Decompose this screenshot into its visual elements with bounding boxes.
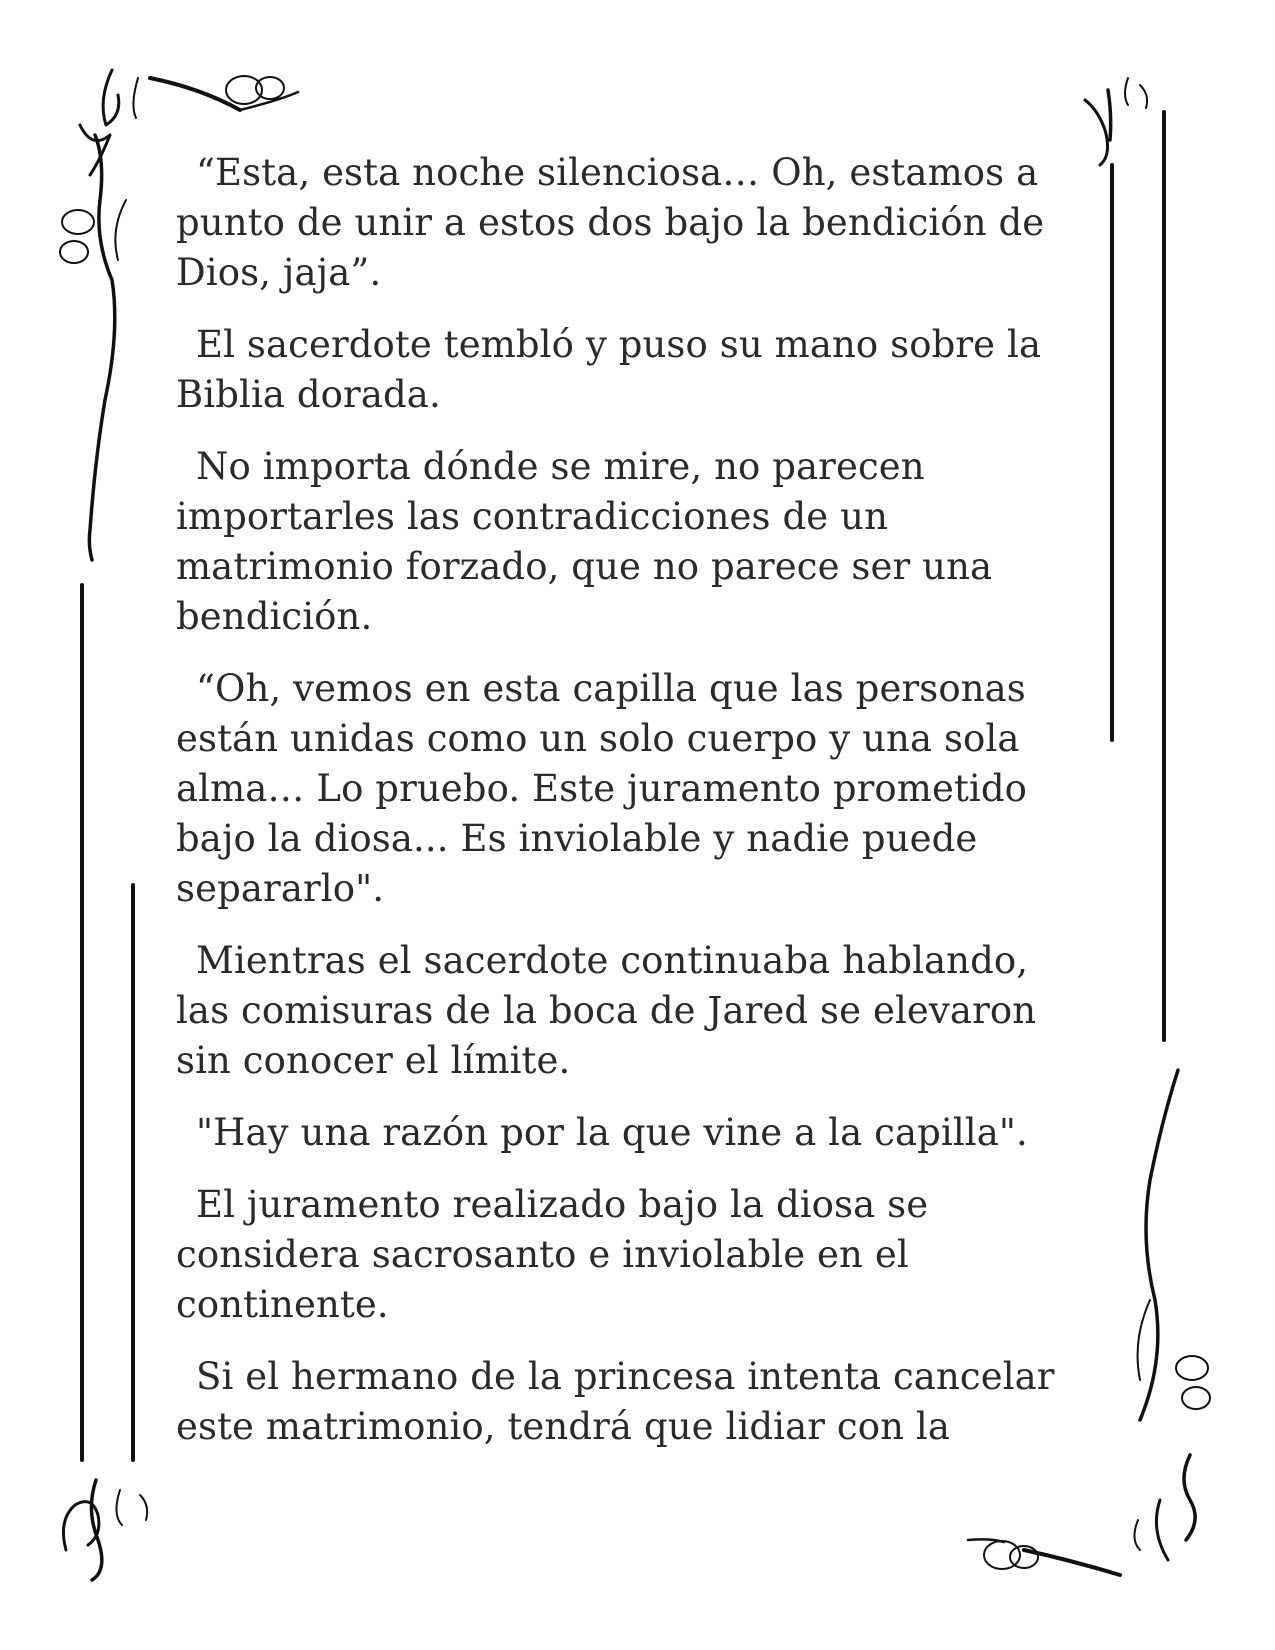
paragraph-2: El sacerdote tembló y puso su mano sobre la Biblia dorada.: [176, 323, 1042, 416]
bottom-left-flourish-icon: [63, 1480, 147, 1580]
paragraph-7: El juramento realizado bajo la diosa se considera sacrosanto e inviolable en el continente.: [176, 1183, 929, 1326]
paragraph-5: Mientras el sacerdote continuaba hablando, las comisuras de la boca de Jared se elevaron sin conocer el límite.: [176, 939, 1037, 1082]
paragraph-1: “Esta, esta noche silenciosa… Oh, estamos a punto de unir a estos dos bajo la bendición de Dios, jaja”.: [176, 151, 1045, 294]
paragraph-3: No importa dónde se mire, no parecen importarles las contradicciones de un matrimonio forzado, que no parece ser una bendición.: [176, 445, 993, 638]
paragraph-4: “Oh, vemos en esta capilla que las personas están unidas como un solo cuerpo y una sola alma… Lo pruebo. Este juramento prometido bajo la diosa... Es inviolable y nadie puede separarlo".: [176, 667, 1028, 910]
bottom-right-flourish-icon: [968, 1539, 1120, 1575]
paragraph-6: "Hay una razón por la que vine a la capilla".: [196, 1111, 1028, 1154]
page-text: [176, 148, 1076, 1474]
top-right-flourish-icon: [1085, 78, 1147, 165]
right-lower-flourish-icon: [1134, 1070, 1210, 1560]
paragraph-8: Si el hermano de la princesa intenta cancelar este matrimonio, tendrá que lidiar con la: [176, 1355, 1055, 1448]
